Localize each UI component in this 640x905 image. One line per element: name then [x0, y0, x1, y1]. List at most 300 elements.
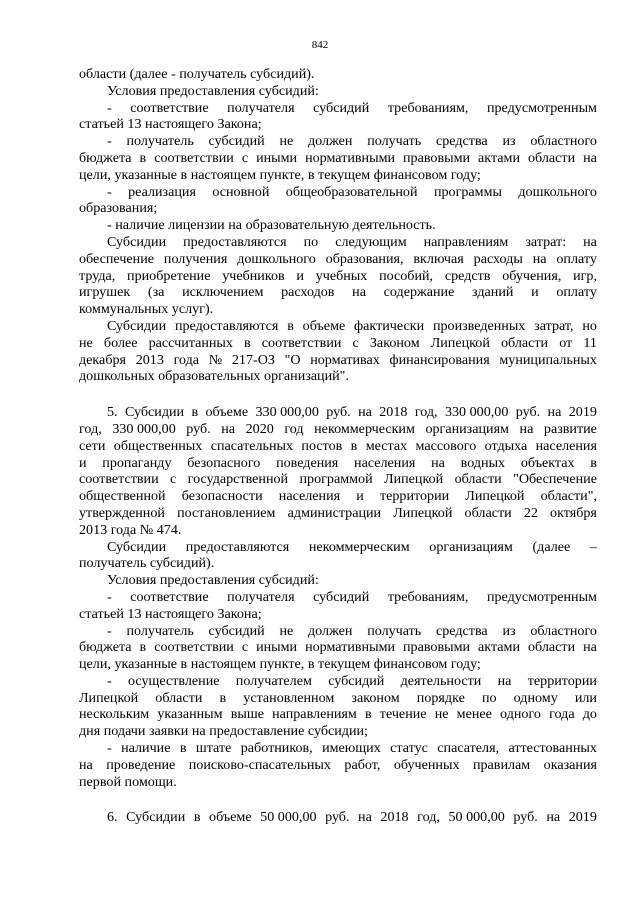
- word: субсидий: [328, 672, 385, 689]
- text-line: [79, 690, 597, 707]
- word: включая: [413, 250, 464, 267]
- word: 22: [523, 504, 538, 521]
- word: с: [170, 471, 177, 488]
- word: указанным: [157, 706, 223, 723]
- text-line: [79, 421, 597, 438]
- word: пропаганду: [102, 454, 172, 471]
- word: области: [500, 334, 549, 351]
- word: на: [352, 284, 366, 301]
- word: произведенных: [432, 317, 526, 334]
- word: -: [170, 66, 176, 82]
- word: и: [79, 454, 87, 471]
- word: года: [173, 351, 200, 368]
- word: безопасности: [181, 488, 263, 505]
- word: субсидий:: [258, 82, 319, 99]
- word: на: [79, 756, 93, 773]
- word: области: [464, 504, 512, 521]
- text-line: [79, 572, 597, 589]
- word: №: [139, 521, 154, 538]
- page-number: 842: [311, 39, 329, 51]
- word: постановлением: [177, 504, 276, 521]
- text-line: [79, 606, 597, 623]
- word: -: [107, 133, 112, 150]
- word: с: [241, 639, 249, 656]
- word: на: [431, 454, 445, 471]
- word: 330 000,00: [112, 420, 176, 437]
- word: территории: [527, 672, 597, 689]
- text-line: [79, 488, 597, 505]
- word: 2018: [380, 809, 409, 826]
- word: населения: [278, 488, 341, 505]
- text-line: [79, 656, 597, 673]
- word: 50 000,00: [448, 809, 505, 826]
- word: на: [583, 149, 597, 166]
- word: финансирования: [389, 351, 490, 368]
- text-line: [79, 284, 597, 301]
- word: Липецкой: [465, 488, 525, 505]
- word: руб.: [325, 809, 350, 826]
- word: обеспечение: [79, 250, 155, 267]
- word: Закона;: [217, 116, 262, 133]
- word: получать: [367, 622, 422, 639]
- word: на: [519, 420, 534, 437]
- word: развитие: [543, 420, 597, 437]
- word: услуг).: [171, 301, 214, 318]
- word: 50 000,00: [260, 809, 317, 826]
- word: отдыха: [484, 437, 528, 454]
- word: настоящем: [190, 166, 257, 183]
- word: объеме: [302, 317, 346, 334]
- word: игр,: [573, 267, 597, 284]
- word: в: [364, 706, 372, 723]
- word: средств: [444, 267, 491, 284]
- word: оплату: [556, 284, 597, 301]
- word: на: [221, 420, 236, 437]
- word: пункте,: [259, 166, 305, 183]
- word: 330 000,00: [255, 404, 319, 421]
- word: Закона;: [217, 605, 262, 622]
- word: до: [582, 706, 597, 723]
- word: общеобразовательной: [285, 183, 418, 200]
- word: 217-ОЗ: [231, 351, 275, 368]
- word: по: [481, 689, 497, 706]
- word: субсидии;: [307, 723, 368, 740]
- word: исключением: [182, 284, 264, 301]
- word: 2020: [245, 420, 274, 437]
- word: Субсидии: [126, 809, 186, 826]
- word: области: [79, 66, 127, 82]
- text-line: [79, 251, 597, 268]
- word: год,: [417, 809, 440, 826]
- word: из: [502, 133, 516, 150]
- word: образования,: [325, 250, 404, 267]
- word: областного: [530, 133, 597, 150]
- word: области: [454, 471, 502, 488]
- word: населения: [535, 437, 597, 454]
- word: утвержденной: [79, 504, 165, 521]
- word: субсидий: [208, 133, 265, 150]
- text-line: [79, 368, 597, 385]
- word: –: [589, 538, 597, 555]
- text-line: [79, 471, 597, 488]
- word: основной: [212, 183, 270, 200]
- text-line: [79, 589, 597, 606]
- word: по: [303, 233, 319, 250]
- word: имеющих: [322, 740, 381, 757]
- word: аттестованных: [508, 740, 597, 757]
- word: должен: [308, 133, 353, 150]
- word: финансовом: [373, 656, 448, 673]
- word: постов: [301, 437, 343, 454]
- word: из: [502, 622, 516, 639]
- word: подачи: [103, 723, 146, 740]
- text-line: [79, 809, 597, 826]
- word: области: [528, 639, 576, 656]
- word: учебников: [222, 267, 285, 284]
- word: на: [191, 723, 206, 740]
- word: 2018: [379, 404, 408, 421]
- word: штате: [195, 740, 232, 757]
- word: год,: [414, 404, 438, 421]
- word: обучения,: [502, 267, 562, 284]
- word: на: [228, 217, 243, 234]
- text-line: [79, 438, 597, 455]
- word: массового: [415, 437, 477, 454]
- word: оказания: [543, 756, 597, 773]
- word: затрат,: [534, 317, 574, 334]
- word: Условия: [107, 82, 157, 99]
- word: поисково-спасательных: [188, 756, 331, 773]
- word: субсидий:: [258, 572, 319, 589]
- word: поведения: [276, 454, 339, 471]
- word: помощи.: [124, 773, 177, 790]
- word: в: [179, 740, 187, 757]
- word: не: [79, 334, 93, 351]
- word: нормативными: [305, 639, 396, 656]
- word: нормативах: [310, 351, 380, 368]
- word: статус: [390, 740, 428, 757]
- word: "О: [284, 351, 301, 368]
- word: -: [107, 672, 112, 689]
- word: октября: [550, 504, 597, 521]
- word: труда,: [79, 267, 116, 284]
- word: учебных: [315, 267, 368, 284]
- word: в: [307, 166, 315, 183]
- word: года: [549, 706, 575, 723]
- word: №: [208, 351, 223, 368]
- word: наличие: [115, 217, 165, 234]
- word: год: [284, 420, 304, 437]
- word: спасательных: [210, 437, 294, 454]
- word: расходы: [473, 250, 523, 267]
- word: руб.: [326, 404, 351, 421]
- word: в: [590, 454, 597, 471]
- text-line: [79, 301, 597, 318]
- word: объектах: [520, 454, 575, 471]
- word: текущем: [318, 166, 371, 183]
- text-line: [79, 66, 597, 83]
- word: 2019: [568, 809, 597, 826]
- word: игрушек: [79, 284, 131, 301]
- word: лицензии: [168, 217, 225, 234]
- word: зданий: [472, 284, 514, 301]
- word: декабря: [79, 351, 127, 368]
- word: затрат:: [525, 233, 567, 250]
- word: одного: [500, 706, 541, 723]
- word: "Обеспечение: [513, 471, 597, 488]
- word: 2019: [568, 404, 597, 421]
- word: в: [350, 437, 358, 454]
- text-line: [79, 200, 597, 217]
- word: выше: [230, 706, 264, 723]
- word: (далее: [129, 66, 168, 82]
- word: указанные: [114, 166, 178, 183]
- word: настоящего: [145, 605, 214, 622]
- text-line: [79, 116, 597, 133]
- word: иными: [256, 639, 298, 656]
- text-line: [79, 505, 597, 522]
- word: программой: [299, 471, 373, 488]
- word: содержание: [383, 284, 455, 301]
- word: предоставления: [159, 82, 256, 99]
- word: года: [110, 521, 137, 538]
- word: расходов: [281, 284, 335, 301]
- text-line: [79, 404, 597, 421]
- word: в: [180, 166, 188, 183]
- word: 5.: [107, 404, 118, 421]
- word: администрации: [287, 504, 382, 521]
- word: пункте,: [259, 656, 305, 673]
- word: в: [307, 656, 315, 673]
- word: организациям: [425, 420, 509, 437]
- word: соответствии: [154, 149, 234, 166]
- word: организациям: [429, 538, 513, 555]
- word: субсидий: [313, 99, 370, 116]
- word: не: [434, 706, 449, 723]
- word: объеме: [209, 809, 252, 826]
- word: предусмотренным: [486, 99, 597, 116]
- word: наличие: [121, 740, 171, 757]
- word: в: [139, 639, 147, 656]
- word: цели,: [79, 166, 111, 183]
- text-line: [79, 133, 597, 150]
- word: деятельности: [400, 672, 482, 689]
- word: на: [358, 809, 372, 826]
- word: в: [139, 149, 147, 166]
- word: получателя: [227, 588, 295, 605]
- text-line: [79, 623, 597, 640]
- word: предоставление: [209, 723, 305, 740]
- word: год,: [79, 420, 102, 437]
- document-body: [79, 66, 597, 826]
- word: менее: [456, 706, 492, 723]
- word: государственной: [187, 471, 289, 488]
- word: фактически: [354, 317, 425, 334]
- word: водных: [460, 454, 506, 471]
- word: соответствии: [261, 334, 342, 351]
- word: или: [574, 689, 597, 706]
- text-line: [79, 268, 597, 285]
- text-line: [79, 723, 597, 740]
- word: дошкольных: [79, 368, 155, 385]
- word: Липецкой: [430, 334, 490, 351]
- word: средства: [436, 133, 488, 150]
- text-line: [79, 539, 597, 556]
- word: направлениям: [272, 706, 357, 723]
- word: соответствие: [130, 99, 209, 116]
- word: 6.: [107, 809, 118, 826]
- text-line: [79, 318, 597, 335]
- word: течение: [379, 706, 427, 723]
- word: муниципальных: [499, 351, 597, 368]
- word: правилам: [472, 756, 531, 773]
- word: населения: [354, 454, 416, 471]
- word: заявки: [148, 723, 189, 740]
- word: соответствии: [79, 471, 159, 488]
- word: Субсидии: [107, 233, 167, 250]
- word: настоящем: [190, 656, 257, 673]
- word: некоммерческим: [308, 538, 410, 555]
- word: -: [107, 740, 112, 757]
- text-line: [79, 639, 597, 656]
- word: получатель: [126, 622, 194, 639]
- text-line: [79, 83, 597, 100]
- word: 474.: [156, 521, 182, 538]
- word: субсидий: [313, 588, 370, 605]
- word: бюджета: [79, 639, 132, 656]
- word: получения: [163, 250, 228, 267]
- word: Липецкой: [393, 504, 453, 521]
- word: приобретение: [127, 267, 211, 284]
- word: предусмотренным: [486, 588, 597, 605]
- word: правовыми: [403, 639, 471, 656]
- word: не: [279, 622, 294, 639]
- word: 11: [583, 334, 597, 351]
- word: предоставляются: [185, 538, 290, 555]
- word: Липецкой: [384, 471, 444, 488]
- word: Субсидии: [107, 538, 167, 555]
- word: осуществление: [128, 672, 220, 689]
- word: -: [107, 588, 112, 605]
- word: (за: [147, 284, 165, 301]
- word: и: [356, 488, 364, 505]
- word: получать: [367, 133, 422, 150]
- word: в: [191, 404, 199, 421]
- text-line: [79, 150, 597, 167]
- text-line: [79, 100, 597, 117]
- word: установленном: [243, 689, 335, 706]
- word: от: [559, 334, 573, 351]
- word: направлениям: [423, 233, 509, 250]
- word: следующим: [335, 233, 407, 250]
- word: коммунальных: [79, 301, 169, 318]
- word: безопасного: [187, 454, 261, 471]
- text-line: [79, 234, 597, 251]
- text-line: [79, 522, 597, 539]
- word: на: [583, 233, 597, 250]
- word: территории: [379, 488, 450, 505]
- text-line: [79, 757, 597, 774]
- word: цели,: [79, 656, 111, 673]
- word: области: [155, 689, 203, 706]
- word: получателя: [227, 99, 295, 116]
- word: деятельность.: [352, 217, 436, 234]
- word: статьей: [79, 116, 124, 133]
- text-line: [79, 352, 597, 369]
- word: области: [528, 149, 576, 166]
- word: правовыми: [403, 149, 471, 166]
- word: в: [244, 334, 251, 351]
- word: предоставляются: [183, 233, 287, 250]
- word: -: [107, 217, 112, 234]
- word: на: [547, 404, 562, 421]
- word: дня: [79, 723, 101, 740]
- word: руб.: [515, 404, 541, 421]
- word: образовательную: [245, 217, 350, 234]
- word: Законом: [369, 334, 420, 351]
- word: получатель: [79, 555, 147, 572]
- word: 2013: [135, 351, 164, 368]
- text-line: [79, 673, 597, 690]
- word: порядке: [416, 689, 465, 706]
- text-line: [79, 555, 597, 572]
- word: требованиям,: [387, 588, 469, 605]
- word: требованиям,: [387, 99, 469, 116]
- word: предоставления: [159, 572, 256, 589]
- word: предоставляются: [174, 317, 279, 334]
- word: некоммерческим: [314, 420, 415, 437]
- word: общественной: [79, 488, 166, 505]
- word: настоящего: [145, 116, 214, 133]
- text-line: [79, 335, 597, 352]
- word: -: [107, 622, 112, 639]
- word: рассчитанных: [148, 334, 233, 351]
- word: 330 000,00: [444, 404, 509, 421]
- text-line: [79, 217, 597, 234]
- word: первой: [79, 773, 121, 790]
- word: получатель: [179, 66, 247, 82]
- word: на: [546, 809, 561, 826]
- word: текущем: [318, 656, 371, 673]
- word: в: [193, 809, 201, 826]
- word: должен: [308, 622, 353, 639]
- word: субсидий).: [250, 66, 315, 82]
- word: законом: [351, 689, 400, 706]
- word: финансовом: [373, 166, 448, 183]
- word: работников,: [240, 740, 313, 757]
- word: бюджета: [79, 149, 132, 166]
- word: 13: [127, 605, 142, 622]
- word: иными: [256, 149, 298, 166]
- word: образования;: [79, 200, 158, 217]
- word: в: [287, 317, 294, 334]
- word: организаций".: [264, 368, 349, 385]
- word: в: [219, 689, 227, 706]
- word: реализация: [128, 183, 196, 200]
- word: Липецкой: [79, 689, 139, 706]
- word: субсидий).: [149, 555, 215, 572]
- word: соответствие: [130, 588, 209, 605]
- word: получатель: [126, 133, 194, 150]
- word: оплату: [556, 250, 597, 267]
- word: общественных: [113, 437, 203, 454]
- word: областного: [530, 622, 597, 639]
- word: указанные: [114, 656, 178, 673]
- word: одному: [513, 689, 558, 706]
- word: году;: [450, 656, 481, 673]
- word: 2013: [79, 521, 108, 538]
- word: нормативными: [305, 149, 396, 166]
